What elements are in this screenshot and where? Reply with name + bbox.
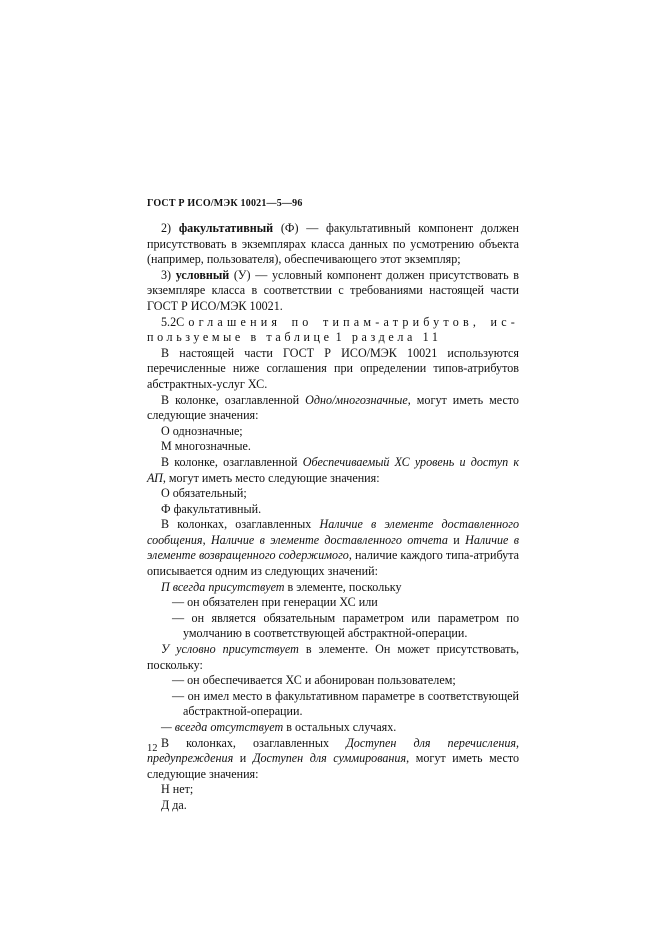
section-heading-line1 bbox=[147, 315, 519, 331]
text: В колонке, озаглавленной bbox=[161, 454, 303, 469]
section-title-tail: 1 раздела 11 bbox=[335, 330, 442, 345]
item-text: — условный компонент должен присутствовать в экземпляре класса в соответствии с требованиями настоящей части ГОСТ Р ИСО/МЭК 10021. bbox=[147, 267, 519, 313]
item-optional bbox=[147, 221, 519, 268]
value-M: М многозначные. bbox=[161, 439, 251, 454]
value-F-optional: Ф факультативный. bbox=[161, 501, 262, 516]
term-optional: факультативный bbox=[178, 221, 274, 235]
text: В колонке, озаглавленной bbox=[161, 392, 306, 407]
dash-item: — он обязателен при генерации ХС или bbox=[172, 595, 378, 610]
text: и bbox=[447, 532, 466, 547]
intro-paragraph: В настоящей части ГОСТ Р ИСО/МЭК 10021 используются перечисленные ниже соглашения при определении типов-атрибутов абстрактных-услуг ХС. bbox=[147, 345, 519, 391]
section-title-cont: пользуемые в таблице bbox=[147, 330, 333, 345]
item-text: — факультативный компонент должен присутствовать в экземплярах класса данных по усмотрению объекта (например, пользователя), обеспечивающего этот экземпляр; bbox=[147, 221, 519, 267]
value-term: — всегда отсутствует bbox=[161, 720, 284, 734]
column-title: Наличие в элементе возвращенного содержимого bbox=[147, 532, 519, 563]
value-O: О однозначные; bbox=[161, 423, 243, 438]
section-heading-line2 bbox=[147, 330, 519, 346]
term-abbr: (Ф) bbox=[280, 221, 299, 235]
column-title: Одно/многозначные bbox=[305, 392, 408, 407]
column-level-access bbox=[147, 455, 519, 486]
value-P bbox=[147, 580, 519, 596]
column-availability bbox=[147, 736, 519, 783]
item-conditional bbox=[147, 268, 519, 315]
value-absent bbox=[147, 720, 519, 736]
value-D: Д да. bbox=[161, 797, 187, 812]
text: , могут иметь место следующие значения: bbox=[162, 470, 380, 485]
value-term: П всегда присутствует bbox=[161, 579, 285, 594]
column-title: Доступен для перечисления, предупреждения bbox=[147, 735, 520, 766]
column-title: Наличие в элементе доставленного отчета bbox=[210, 532, 448, 547]
column-title: Обеспечиваемый ХС уровень и доступ к АП bbox=[147, 454, 519, 485]
item-number: 3) bbox=[161, 267, 172, 282]
document-page bbox=[147, 0, 519, 935]
text: в элементе. Он может присутствовать, поскольку: bbox=[147, 642, 520, 672]
term-abbr: (У) bbox=[233, 267, 251, 282]
running-header: ГОСТ Р ИСО/МЭК 10021—5—96 bbox=[147, 198, 303, 209]
body-text bbox=[147, 221, 519, 814]
value-U bbox=[147, 642, 519, 673]
text: в остальных случаях. bbox=[283, 720, 397, 734]
column-title: Доступен для суммирования bbox=[252, 751, 407, 766]
value-N: Н нет; bbox=[161, 782, 194, 797]
dash-item: — он имел место в факультативном параметре в соответствующей абстрактной-операции. bbox=[172, 688, 519, 719]
page-number: 12 bbox=[147, 743, 158, 754]
dash-item: — он обеспечивается ХС и абонирован пользователем; bbox=[172, 673, 456, 688]
section-number: 5.2 bbox=[161, 314, 177, 329]
text: , bbox=[202, 532, 211, 547]
text: , наличие каждого типа-атрибута описывается одним из следующих значений: bbox=[147, 548, 519, 579]
text: , могут иметь место следующие значения: bbox=[147, 751, 519, 781]
text: В колонках, озаглавленных bbox=[161, 517, 320, 532]
value-O-mandatory: О обязательный; bbox=[161, 486, 247, 501]
column-presence bbox=[147, 517, 519, 579]
section-title: Соглашения по типам-атрибутов, ис- bbox=[176, 314, 519, 329]
term-conditional: условный bbox=[175, 267, 230, 282]
text: В колонках, озаглавленных bbox=[161, 735, 347, 750]
column-title: Наличие в элементе доставленного сообщения bbox=[147, 517, 519, 547]
text: , могут иметь место следующие значения: bbox=[147, 392, 519, 423]
dash-item: — он является обязательным параметром или параметром по умолчанию в соответствующей абстрактной-операции. bbox=[172, 610, 519, 641]
item-number: 2) bbox=[161, 221, 172, 235]
value-term: У условно присутствует bbox=[161, 642, 299, 657]
text: и bbox=[233, 751, 253, 766]
column-single-multi bbox=[147, 393, 519, 424]
text: в элементе, поскольку bbox=[284, 579, 402, 594]
